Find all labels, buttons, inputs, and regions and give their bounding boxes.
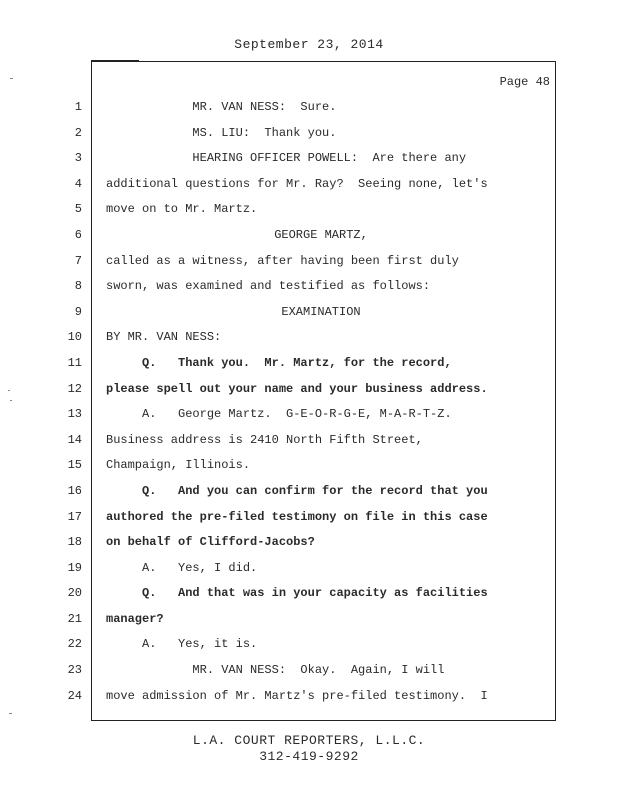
line-number: 14 [67, 432, 82, 447]
line-number: 20 [67, 586, 82, 601]
line-number: 15 [67, 458, 82, 473]
line-number: 3 [74, 151, 82, 166]
scan-speck [10, 78, 13, 79]
transcript-line: move on to Mr. Martz. [106, 202, 258, 217]
transcript-line: Q. And you can confirm for the record that you [106, 483, 488, 498]
line-number: 10 [67, 330, 82, 345]
line-number: 11 [67, 355, 82, 370]
transcript-line: MS. LIU: Thank you. [106, 125, 337, 140]
transcript-line: sworn, was examined and testified as follows: [106, 279, 431, 294]
line-number: 18 [67, 535, 82, 550]
transcript-line: move admission of Mr. Martz's pre-filed testimony. I [106, 688, 488, 703]
transcript-line: please spell out your name and your business address. [106, 381, 488, 396]
line-number: 6 [74, 227, 82, 242]
transcript-line: Q. Thank you. Mr. Martz, for the record, [106, 355, 452, 370]
transcript-line: Champaign, Illinois. [106, 458, 251, 473]
line-number: 19 [67, 560, 82, 575]
transcript-line: A. Yes, I did. [106, 560, 258, 575]
line-number: 23 [67, 663, 82, 678]
transcript-line: called as a witness, after having been first duly [106, 253, 459, 268]
transcript-line: manager? [106, 611, 164, 626]
transcript-line: HEARING OFFICER POWELL: Are there any [106, 151, 467, 166]
line-number: 12 [67, 381, 82, 396]
footer-company: L.A. COURT REPORTERS, L.L.C. [192, 733, 426, 748]
line-number: 22 [67, 637, 82, 652]
line-number-column [60, 95, 82, 709]
transcript-line: A. George Martz. G-E-O-R-G-E, M-A-R-T-Z. [106, 407, 452, 422]
line-number: 24 [67, 688, 82, 703]
transcript-line: GEORGE MARTZ, [274, 227, 368, 242]
page-number: Page 48 [499, 75, 550, 89]
transcript-line: MR. VAN NESS: Sure. [106, 100, 337, 114]
line-number: 4 [74, 176, 82, 191]
line-number: 9 [74, 304, 82, 319]
line-number: 1 [74, 100, 82, 114]
line-number: 17 [67, 509, 82, 524]
transcript-line: BY MR. VAN NESS: [106, 330, 222, 345]
header-date: September 23, 2014 [234, 37, 384, 52]
transcript-line: authored the pre-filed testimony on file in this case [106, 509, 488, 524]
transcript-body [106, 95, 536, 709]
line-number: 7 [74, 253, 82, 268]
transcript-line: EXAMINATION [281, 304, 361, 319]
line-number: 5 [74, 202, 82, 217]
transcript-line: additional questions for Mr. Ray? Seeing none, let's [106, 176, 488, 191]
scan-speck [9, 713, 12, 714]
transcript-line: Q. And that was in your capacity as facilities [106, 586, 488, 601]
transcript-line: on behalf of Clifford-Jacobs? [106, 535, 315, 550]
scan-speck [8, 390, 10, 391]
footer-phone: 312-419-9292 [259, 749, 359, 764]
transcript-line: A. Yes, it is. [106, 637, 258, 652]
line-number: 21 [67, 611, 82, 626]
transcript-line: Business address is 2410 North Fifth Street, [106, 432, 423, 447]
line-number: 2 [74, 125, 82, 140]
line-number: 8 [74, 279, 82, 294]
line-number: 16 [67, 483, 82, 498]
transcript-line: MR. VAN NESS: Okay. Again, I will [106, 663, 445, 678]
line-number: 13 [67, 407, 82, 422]
scan-speck [10, 400, 12, 401]
